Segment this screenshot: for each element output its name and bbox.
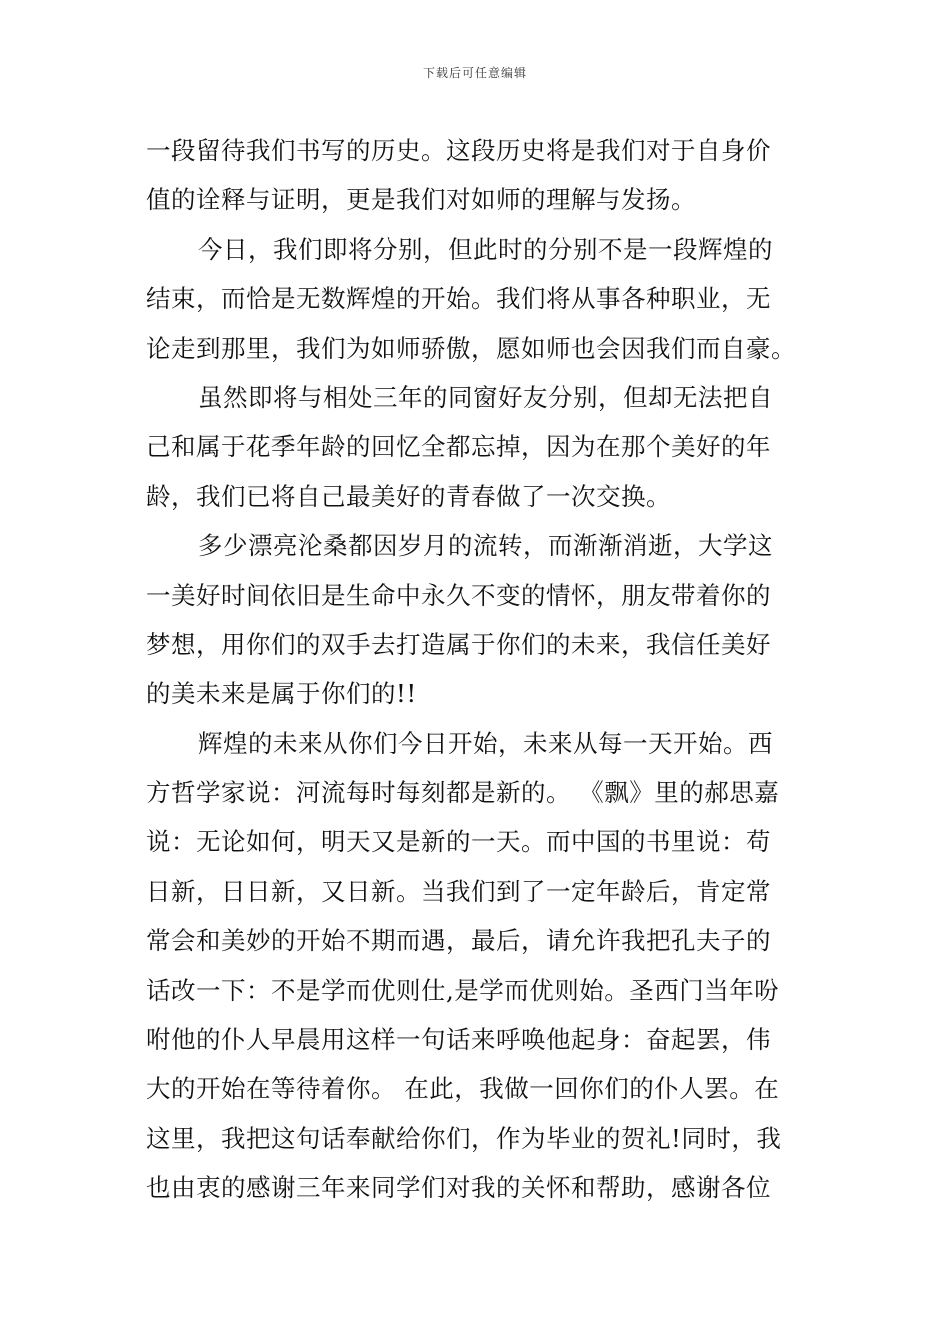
text-line: 咐他的仆人早晨用这样一句话来呼唤他起身：奋起罢，伟 [146,1025,771,1055]
body-text [146,126,816,1213]
text-line: 值的诠释与证明，更是我们对如师的理解与发扬。 [146,185,696,215]
text-line: 己和属于花季年龄的回忆全都忘掉，因为在那个美好的年 [146,432,771,462]
text-line: 论走到那里，我们为如师骄傲，愿如师也会因我们而自豪。 [146,333,796,363]
text-line: 常会和美妙的开始不期而遇，最后，请允许我把孔夫子的 [146,926,771,956]
text-line: 方哲学家说：河流每时每刻都是新的。 《飘》里的郝思嘉 [146,778,780,808]
text-line: 结束，而恰是无数辉煌的开始。我们将从事各种职业，无 [146,284,771,314]
text-line: 大的开始在等待着你。 在此，我做一回你们的仆人罢。在 [146,1074,780,1104]
paragraph-first-line: 虽然即将与相处三年的同窗好友分别，但却无法把自 [198,382,773,412]
text-line: 日新，日日新，又日新。当我们到了一定年龄后，肯定常 [146,876,771,906]
paragraph-first-line: 多少漂亮沦桑都因岁月的流转，而渐渐消逝，大学这 [198,531,773,561]
text-line: 梦想，用你们的双手去打造属于你们的未来，我信任美好 [146,629,771,659]
text-line: 说：无论如何，明天又是新的一天。而中国的书里说：苟 [146,827,771,857]
page-header: 下载后可任意编辑 [422,66,527,80]
text-line: 这里，我把这句话奉献给你们，作为毕业的贺礼!同时，我 [146,1123,782,1153]
text-line: 一段留待我们书写的历史。这段历史将是我们对于自身价 [146,136,771,165]
text-line: 龄，我们已将自己最美好的青春做了一次交换。 [146,481,671,511]
text-line: 也由衷的感谢三年来同学们对我的关怀和帮助，感谢各位 [146,1173,771,1203]
paragraph-first-line: 辉煌的未来从你们今日开始，未来从每一天开始。西 [198,728,773,758]
paragraph-first-line: 今日，我们即将分别，但此时的分别不是一段辉煌的 [198,234,773,264]
text-line: 一美好时间依旧是生命中永久不变的情怀，朋友带着你的 [146,580,771,610]
text-line: 的美未来是属于你们的!! [146,679,417,709]
text-line: 话改一下：不是学而优则仕,是学而优则始。圣西门当年吩 [146,975,780,1005]
